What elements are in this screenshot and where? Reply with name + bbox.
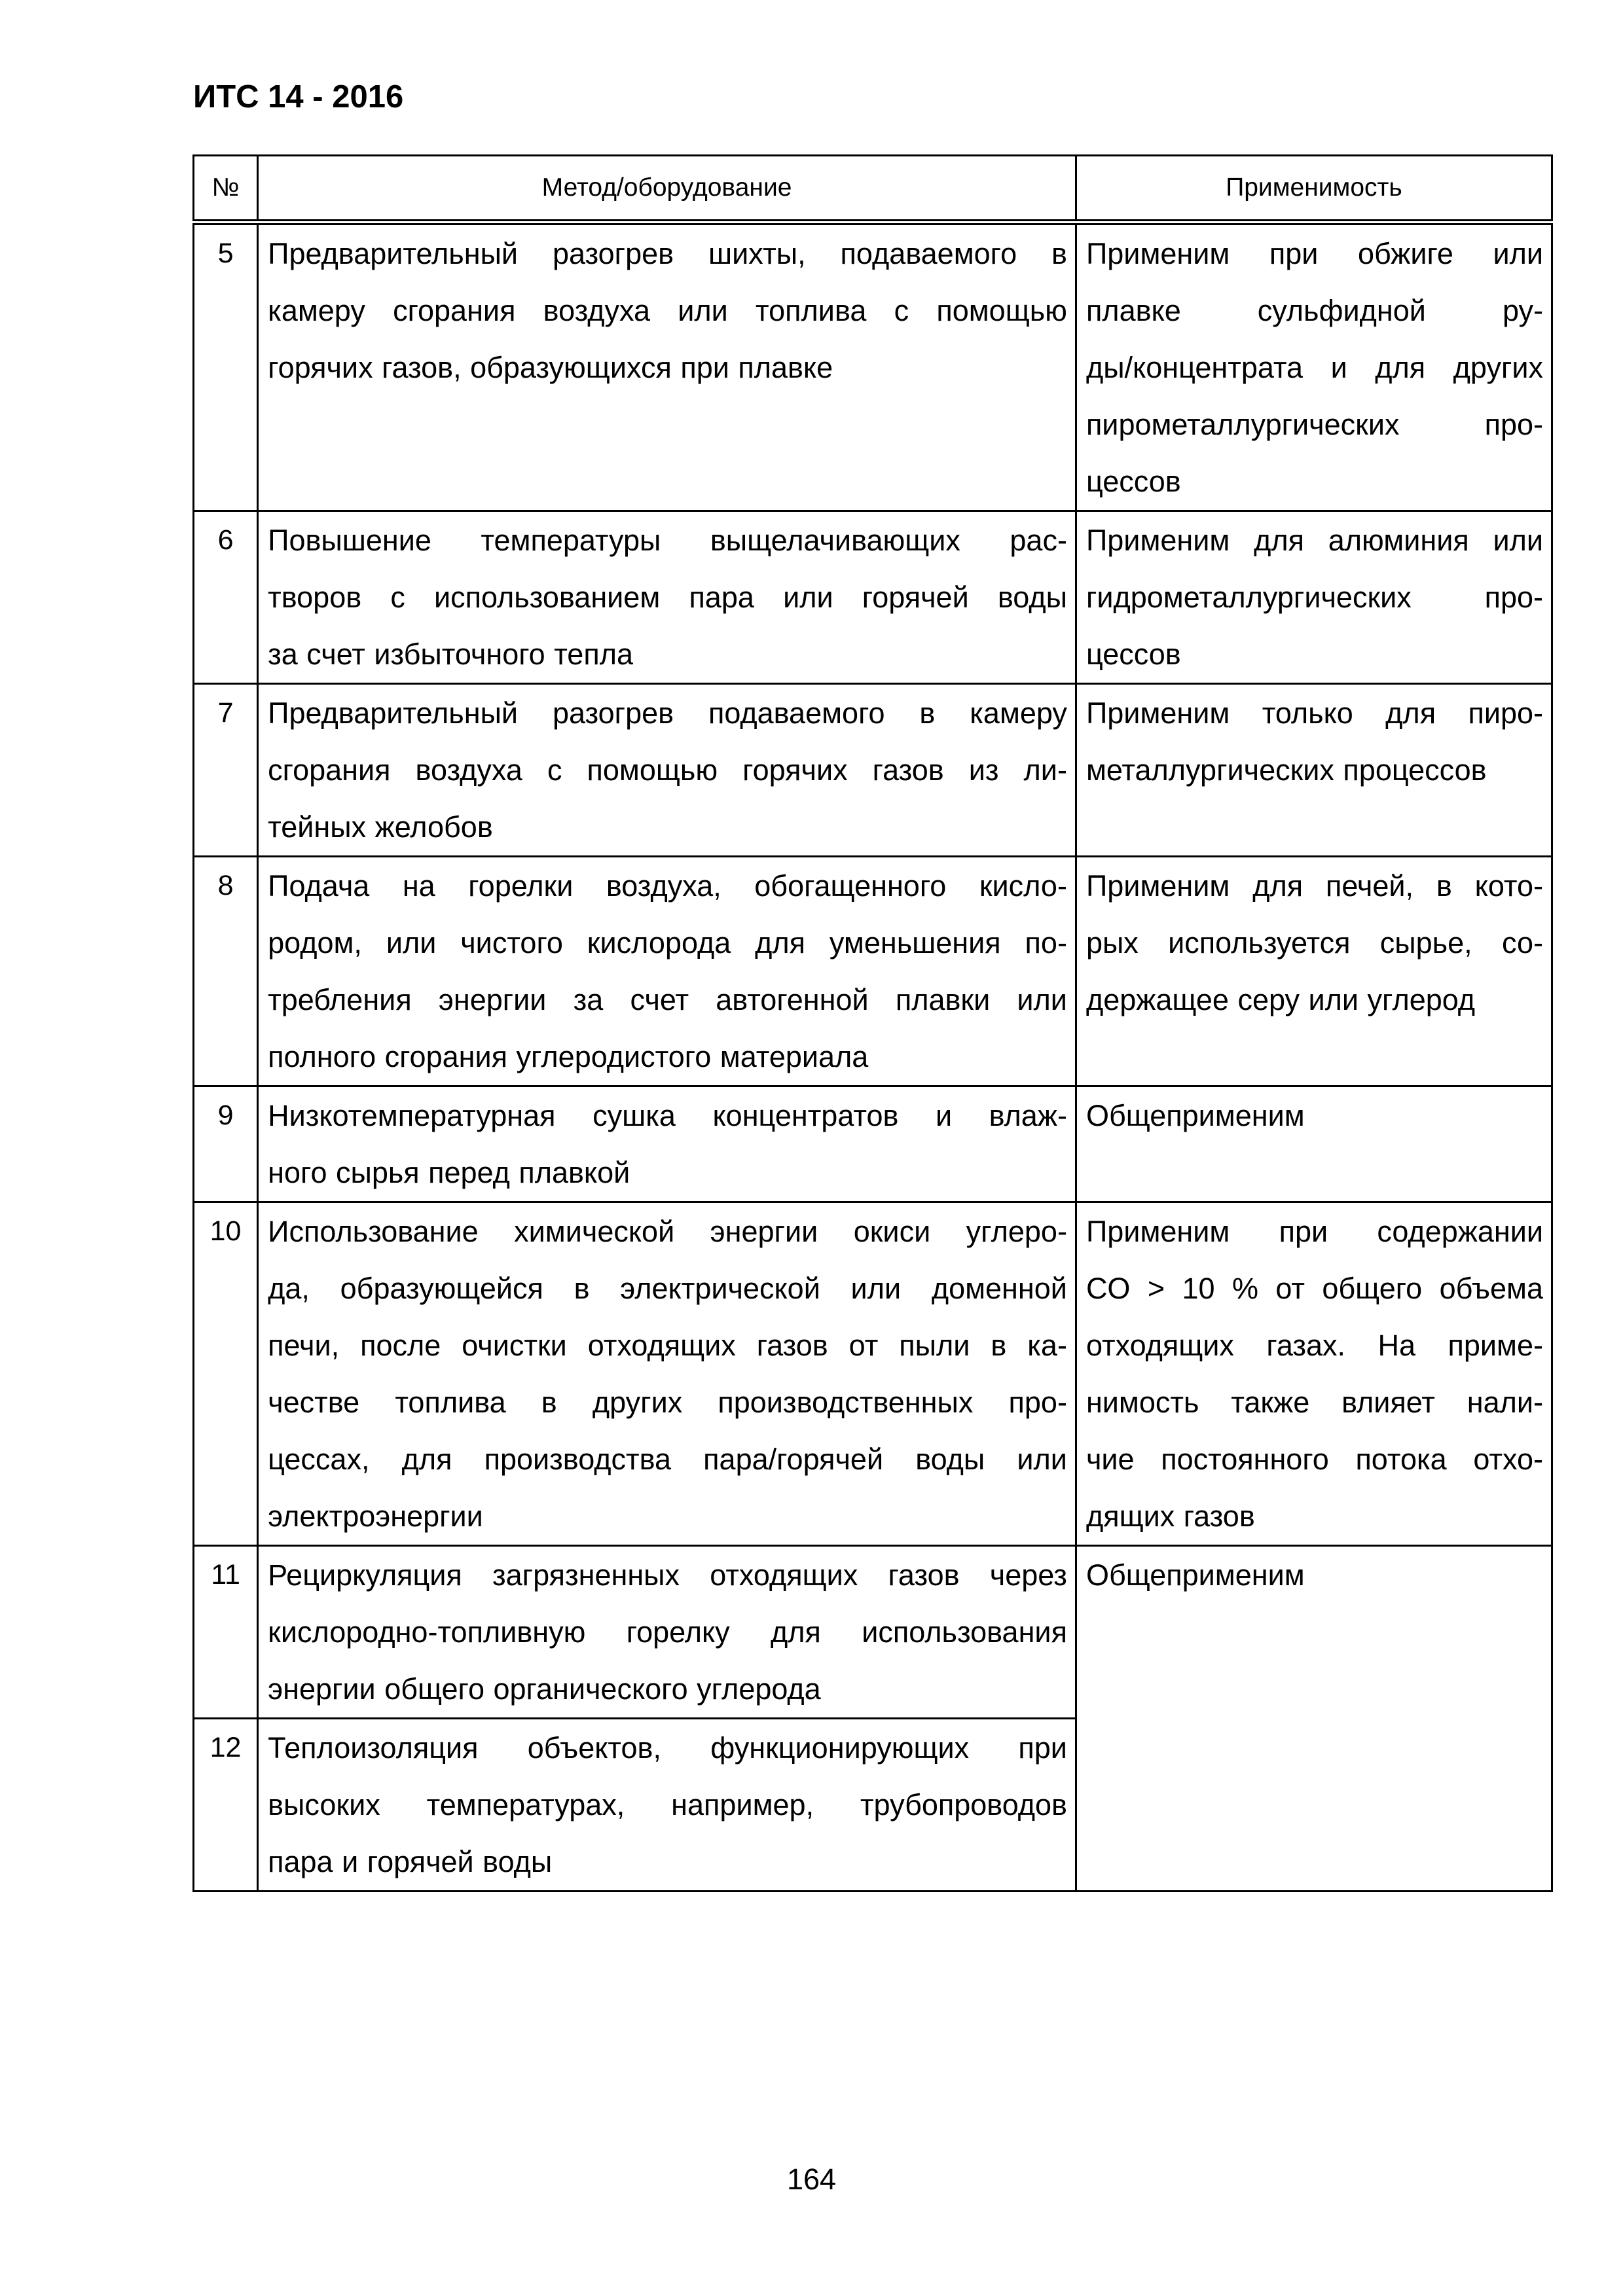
- method-line: да, образующейся в электрической или доменной: [268, 1272, 1067, 1305]
- table-row: [194, 1546, 1552, 1719]
- method-line: Повышение температуры выщелачивающих рас-: [268, 524, 1067, 557]
- applicability-cell: [1076, 1086, 1552, 1202]
- method-cell: [258, 857, 1076, 1086]
- applicability-cell: [1076, 1202, 1552, 1546]
- document-code: ИТС 14 - 2016: [193, 79, 404, 115]
- table-row: [194, 857, 1552, 1086]
- applicability-line: отходящих газах. На приме-: [1085, 1329, 1543, 1362]
- applicability-line: плавке сульфидной ру-: [1085, 294, 1543, 327]
- row-number: 6: [194, 511, 258, 684]
- applicability-cell: [1076, 1546, 1552, 1892]
- method-line: Низкотемпературная сушка концентратов и влаж-: [268, 1099, 1067, 1132]
- table-row: [194, 1202, 1552, 1546]
- method-line: кислородно-топливную горелку для использования: [268, 1615, 1067, 1649]
- applicability-line: металлургических процессов: [1085, 753, 1487, 787]
- row-number: 5: [194, 223, 258, 511]
- applicability-line: гидрометаллургических про-: [1085, 581, 1543, 614]
- row-number: 11: [194, 1546, 258, 1719]
- method-line: пара и горячей воды: [268, 1845, 553, 1878]
- applicability-line: Применим только для пиро-: [1085, 696, 1543, 730]
- method-line: творов с использованием пара или горячей воды: [268, 581, 1067, 614]
- applicability-line: Применим для алюминия или: [1085, 524, 1543, 557]
- method-line: Теплоизоляция объектов, функционирующих при: [268, 1731, 1067, 1765]
- applicability-line: Применим для печей, в кото-: [1085, 869, 1543, 903]
- applicability-line: дящих газов: [1085, 1499, 1255, 1533]
- applicability-cell: [1076, 511, 1552, 684]
- method-cell: [258, 223, 1076, 511]
- applicability-cell: [1076, 684, 1552, 857]
- method-line: ного сырья перед плавкой: [268, 1156, 630, 1189]
- table-body: [194, 223, 1552, 1892]
- applicability-line: цессов: [1085, 637, 1181, 671]
- table-row: [194, 511, 1552, 684]
- applicability-cell: [1076, 857, 1552, 1086]
- method-line: родом, или чистого кислорода для уменьшения по-: [268, 926, 1067, 960]
- applicability-cell: [1076, 223, 1552, 511]
- page-number: 164: [786, 2162, 837, 2196]
- applicability-line: цессов: [1085, 465, 1181, 498]
- applicability-line: пирометаллургических про-: [1085, 408, 1543, 441]
- method-line: Использование химической энергии окиси углеро-: [268, 1215, 1067, 1248]
- table-row: [194, 684, 1552, 857]
- method-line: Подача на горелки воздуха, обогащенного кисло-: [268, 869, 1067, 903]
- applicability-line: нимость также влияет нали-: [1085, 1386, 1543, 1419]
- method-cell: [258, 511, 1076, 684]
- method-line: энергии общего органического углерода: [268, 1672, 821, 1706]
- applicability-line: чие постоянного потока отхо-: [1085, 1443, 1543, 1476]
- table-row: [194, 223, 1552, 511]
- method-cell: [258, 1086, 1076, 1202]
- method-line: Предварительный разогрев подаваемого в камеру: [268, 696, 1067, 730]
- row-number: 10: [194, 1202, 258, 1546]
- method-line: электроэнергии: [268, 1499, 483, 1533]
- method-line: камеру сгорания воздуха или топлива с помощью: [268, 294, 1067, 327]
- applicability-line: держащее серу или углерод: [1085, 983, 1476, 1016]
- applicability-line: Общеприменим: [1085, 1099, 1305, 1132]
- method-line: высоких температурах, например, трубопроводов: [268, 1788, 1067, 1821]
- method-cell: [258, 1719, 1076, 1892]
- method-cell: [258, 1546, 1076, 1719]
- row-number: 8: [194, 857, 258, 1086]
- row-number: 12: [194, 1719, 258, 1892]
- column-header-method: Метод/оборудование: [258, 156, 1076, 223]
- method-line: честве топлива в других производственных про-: [268, 1386, 1067, 1419]
- method-line: сгорания воздуха с помощью горячих газов из ли-: [268, 753, 1067, 787]
- methods-table: [192, 154, 1553, 1892]
- method-line: Рециркуляция загрязненных отходящих газов через: [268, 1558, 1067, 1592]
- method-line: Предварительный разогрев шихты, подаваемого в: [268, 237, 1067, 270]
- applicability-line: Применим при обжиге или: [1085, 237, 1543, 270]
- method-line: горячих газов, образующихся при плавке: [268, 351, 833, 384]
- applicability-line: Применим при содержании: [1085, 1215, 1543, 1248]
- table-header-row: [194, 156, 1552, 223]
- row-number: 9: [194, 1086, 258, 1202]
- method-line: требления энергии за счет автогенной плавки или: [268, 983, 1067, 1016]
- applicability-line: Общеприменим: [1085, 1558, 1305, 1592]
- method-line: печи, после очистки отходящих газов от пыли в ка-: [268, 1329, 1067, 1362]
- applicability-line: ды/концентрата и для других: [1085, 351, 1543, 384]
- method-cell: [258, 684, 1076, 857]
- applicability-line: CO > 10 % от общего объема: [1085, 1272, 1543, 1305]
- applicability-line: рых используется сырье, со-: [1085, 926, 1543, 960]
- method-line: за счет избыточного тепла: [268, 637, 633, 671]
- method-cell: [258, 1202, 1076, 1546]
- method-line: цессах, для производства пара/горячей воды или: [268, 1443, 1067, 1476]
- method-line: полного сгорания углеродистого материала: [268, 1040, 869, 1073]
- table-row: [194, 1086, 1552, 1202]
- column-header-number: №: [194, 156, 258, 223]
- column-header-applicability: Применимость: [1076, 156, 1552, 223]
- method-line: тейных желобов: [268, 810, 493, 844]
- row-number: 7: [194, 684, 258, 857]
